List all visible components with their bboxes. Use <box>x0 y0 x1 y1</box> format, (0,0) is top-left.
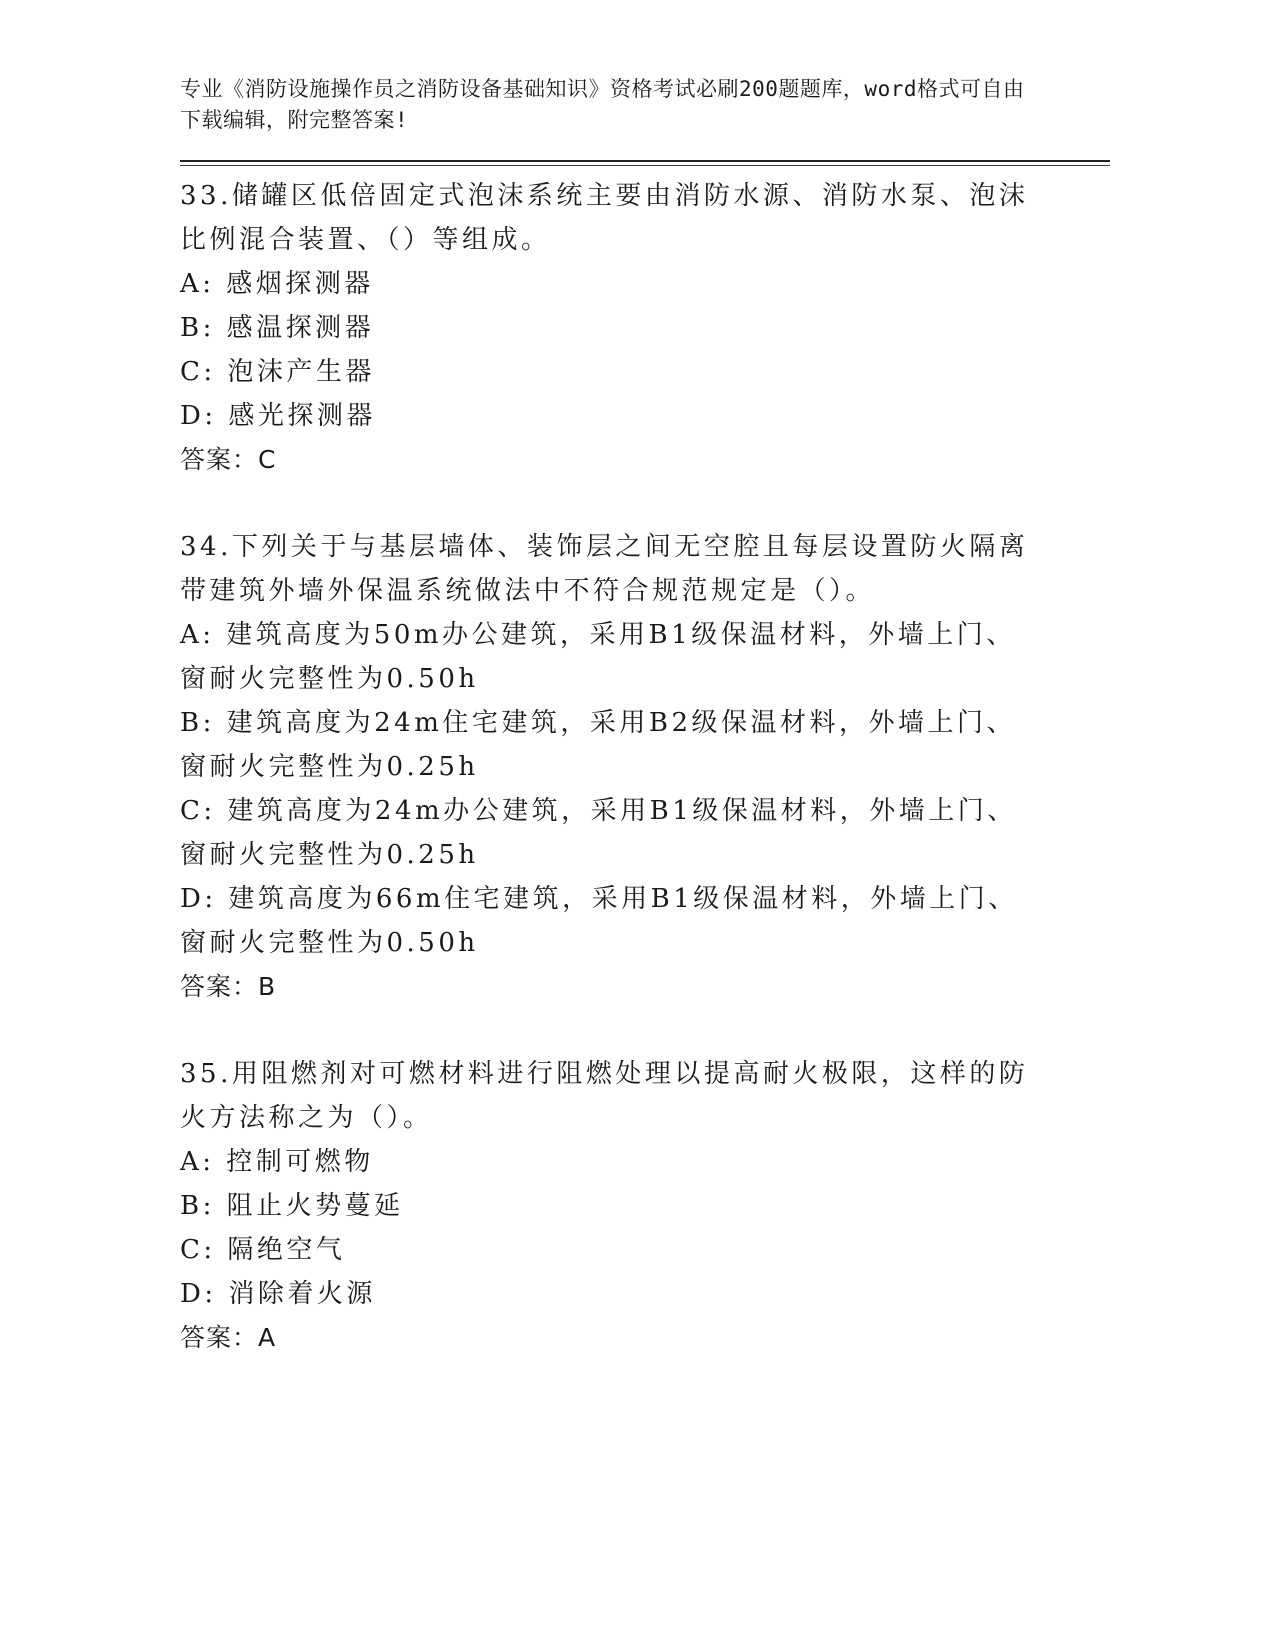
option-d: D: 建筑高度为66m住宅建筑，采用B1级保温材料，外墙上门、窗耐火完整性为0.50h <box>180 884 1018 958</box>
divider-line-bottom <box>180 165 1110 166</box>
answer-line: 答案：B <box>180 972 277 1001</box>
divider-line-top <box>180 160 1110 162</box>
question-33 <box>180 174 1110 482</box>
answer-line: 答案：A <box>180 1323 277 1352</box>
option-a: A: 建筑高度为50m办公建筑，采用B1级保温材料，外墙上门、窗耐火完整性为0.50h <box>180 620 1016 694</box>
question-stem: 33.储罐区低倍固定式泡沫系统主要由消防水源、消防水泵、泡沫比例混合装置、（）等组成。 <box>180 181 1029 255</box>
option-c: C: 隔绝空气 <box>180 1235 346 1265</box>
option-c: C: 建筑高度为24m办公建筑，采用B1级保温材料，外墙上门、窗耐火完整性为0.25h <box>180 796 1017 870</box>
option-d: D: 感光探测器 <box>180 401 376 431</box>
option-b: B: 建筑高度为24m住宅建筑，采用B2级保温材料，外墙上门、窗耐火完整性为0.25h <box>180 708 1017 782</box>
option-c: C: 泡沫产生器 <box>180 357 375 387</box>
question-stem: 35.用阻燃剂对可燃材料进行阻燃处理以提高耐火极限，这样的防火方法称之为（）。 <box>180 1059 1029 1133</box>
answer-line: 答案：C <box>180 445 277 474</box>
header-divider <box>180 160 1110 166</box>
option-b: B: 阻止火势蔓延 <box>180 1191 404 1221</box>
document-page <box>180 70 1110 1360</box>
option-d: D: 消除着火源 <box>180 1279 376 1309</box>
question-stem: 34.下列关于与基层墙体、装饰层之间无空腔且每层设置防火隔离带建筑外墙外保温系统做法中不符合规范规定是（）。 <box>180 532 1029 606</box>
question-35 <box>180 1052 1110 1360</box>
question-34 <box>180 525 1110 1009</box>
option-a: A: 控制可燃物 <box>180 1147 374 1177</box>
option-a: A: 感烟探测器 <box>180 269 374 299</box>
document-header: 专业《消防设施操作员之消防设备基础知识》资格考试必刷200题题库，word格式可自由下载编辑，附完整答案! <box>180 77 1025 132</box>
option-b: B: 感温探测器 <box>180 313 375 343</box>
